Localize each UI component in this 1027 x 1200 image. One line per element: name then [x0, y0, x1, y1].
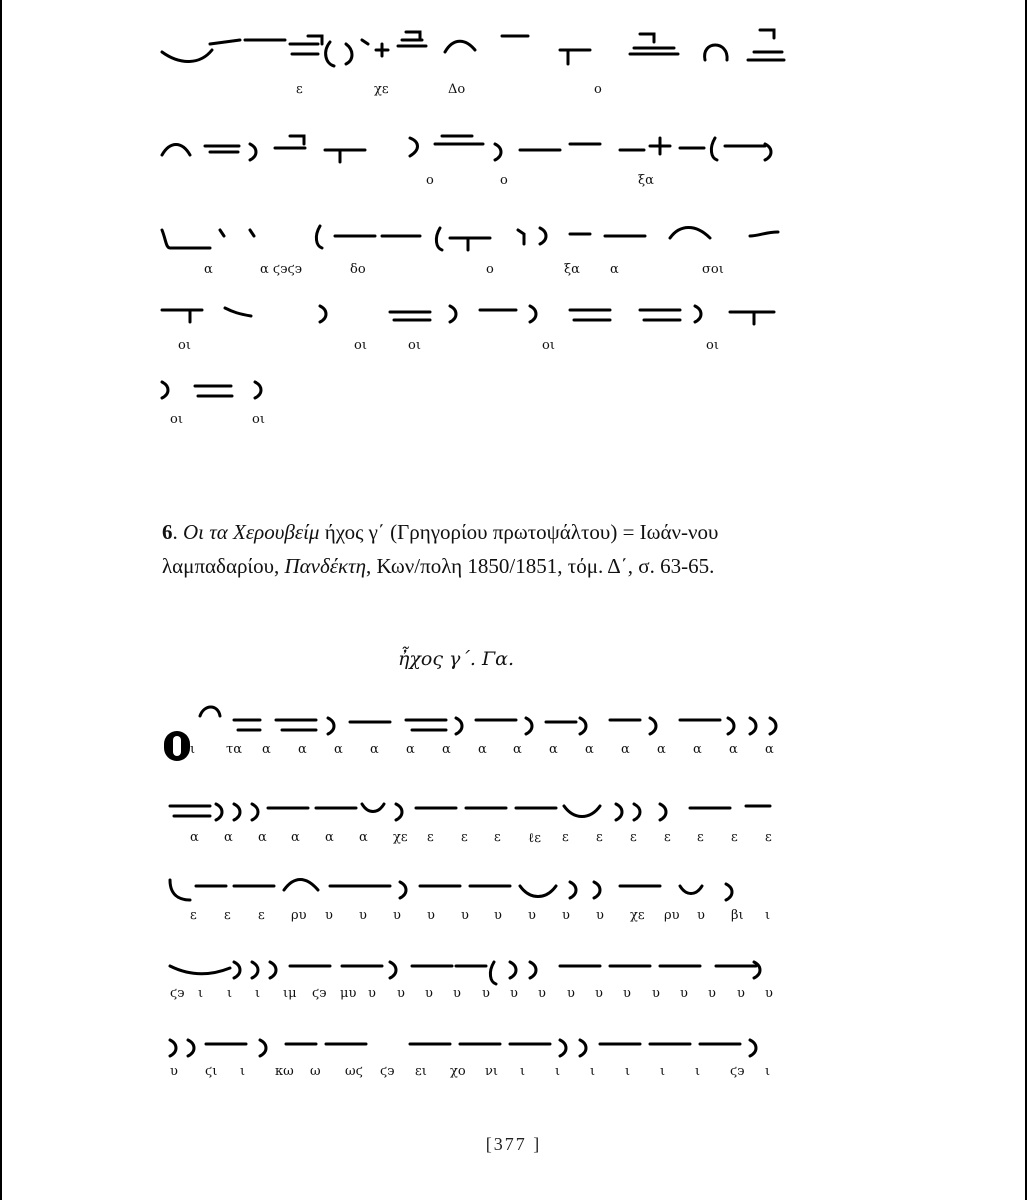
neume-syllable: χε — [374, 82, 389, 97]
neume-syllable: υ — [453, 986, 461, 1001]
neume-syllable: οι — [170, 412, 183, 427]
neume-syllable: ξα — [638, 173, 654, 188]
caption-reference: , Κων/πολη 1850/1851, τόμ. Δ΄, σ. 63-65. — [366, 554, 715, 578]
neume-syllable: α — [325, 830, 334, 845]
top-neume-notation — [150, 20, 810, 440]
neume-syllable: ε — [494, 830, 501, 845]
top-neume-score — [150, 20, 810, 440]
neume-syllable: α ϛ϶ϛ϶ — [260, 262, 303, 277]
neume-syllable: υ — [595, 986, 603, 1001]
neume-syllable: ε — [664, 830, 671, 845]
neume-syllable: χε — [630, 908, 645, 923]
page-number: [377 ] — [485, 1134, 542, 1154]
neume-syllable: ι — [555, 1064, 561, 1079]
neume-syllable: οι — [542, 338, 555, 353]
neume-syllable: α — [258, 830, 267, 845]
neume-syllable: ρυ — [291, 908, 307, 923]
neume-syllable: υ — [765, 986, 773, 1001]
neume-syllable: ο — [594, 82, 602, 97]
neume-syllable: υ — [528, 908, 536, 923]
neume-syllable: ο — [486, 262, 494, 277]
neume-syllable: μυ — [340, 986, 357, 1001]
neume-syllable: ι — [227, 986, 233, 1001]
neume-syllable: ι — [255, 986, 261, 1001]
source-title: Πανδέκτη — [284, 554, 367, 578]
neume-syllable: υ — [708, 986, 716, 1001]
neume-syllable: υ — [427, 908, 435, 923]
neume-syllable: υ — [397, 986, 405, 1001]
neume-syllable: α — [291, 830, 300, 845]
neume-syllable: α — [585, 742, 594, 757]
neume-syllable: ε — [596, 830, 603, 845]
neume-syllable: υ — [359, 908, 367, 923]
neume-syllable: α — [657, 742, 666, 757]
neume-syllable: Δο — [448, 82, 466, 97]
neume-syllable: ε — [224, 908, 231, 923]
neume-syllable: ε — [765, 830, 772, 845]
neume-syllable: ϛ϶ — [380, 1064, 395, 1079]
neume-syllable: α — [765, 742, 774, 757]
neume-syllable: οι — [354, 338, 367, 353]
neume-syllable: ξα — [564, 262, 580, 277]
chant-title: Οι τα Χερουβείμ — [183, 520, 320, 544]
neume-syllable: ωϛ — [345, 1064, 363, 1079]
neume-syllable: υ — [170, 1064, 178, 1079]
neume-syllable: ε — [258, 908, 265, 923]
neume-syllable: ℓε — [528, 831, 541, 846]
neume-syllable: υ — [697, 908, 705, 923]
neume-syllable: ι — [198, 986, 204, 1001]
neume-syllable: ε — [461, 830, 468, 845]
neume-syllable: βι — [731, 908, 744, 923]
neume-syllable: α — [513, 742, 522, 757]
neume-syllable: υ — [510, 986, 518, 1001]
neume-syllable: α — [370, 742, 379, 757]
neume-syllable: ι — [590, 1064, 596, 1079]
neume-syllable: ω — [310, 1064, 321, 1079]
neume-syllable: ε — [697, 830, 704, 845]
neume-syllable: ι — [520, 1064, 526, 1079]
neume-syllable: υ — [652, 986, 660, 1001]
neume-syllable: υ — [623, 986, 631, 1001]
neume-syllable: ϛ϶ — [170, 986, 185, 1001]
neume-syllable: ϛ϶ — [730, 1064, 745, 1079]
neume-syllable: α — [442, 742, 451, 757]
neume-syllable: υ — [567, 986, 575, 1001]
page-border-left — [0, 0, 2, 1200]
neume-syllable: νι — [485, 1064, 498, 1079]
neume-syllable: δο — [350, 262, 366, 277]
example-caption: 6. Οι τα Χερουβείμ ήχος γ΄ (Γρηγορίου πρωτοψάλτου) = Ιωάν-νου λαμπαδαρίου, Πανδέκτη, Κων/πολη 1850/1851, τόμ. Δ΄, σ. 63-65. — [162, 520, 719, 578]
neume-syllable: α — [406, 742, 415, 757]
neume-syllable: υ — [393, 908, 401, 923]
neume-syllable: υ — [562, 908, 570, 923]
neume-syllable: ι — [240, 1064, 246, 1079]
neume-syllable: χε — [393, 830, 408, 845]
neume-syllable: ι — [625, 1064, 631, 1079]
neume-syllable: ε — [296, 82, 303, 97]
neume-syllable: υ — [461, 908, 469, 923]
neume-syllable: κω — [275, 1064, 294, 1079]
neume-syllable: ϛι — [205, 1064, 218, 1079]
neume-syllable: ε — [630, 830, 637, 845]
neume-syllable: ι — [765, 1064, 771, 1079]
bottom-neume-score — [150, 690, 810, 1100]
neume-syllable: υ — [538, 986, 546, 1001]
neume-syllable: ϛ϶ — [312, 986, 327, 1001]
neume-syllable: α — [224, 830, 233, 845]
neume-syllable: οι — [706, 338, 719, 353]
neume-syllable: υ — [494, 908, 502, 923]
neume-syllable: α — [262, 742, 271, 757]
example-number: 6 — [162, 520, 173, 544]
neume-syllable: υ — [596, 908, 604, 923]
neume-syllable: ει — [415, 1064, 427, 1079]
neume-syllable: ο — [426, 173, 434, 188]
neume-syllable: υ — [368, 986, 376, 1001]
neume-syllable: ρυ — [664, 908, 680, 923]
caption-text: ήχος γ΄ (Γρηγορίου πρωτοψάλτου) = Ιωάν-νου λαμπαδαρίου, — [162, 520, 719, 578]
neume-syllable: υ — [325, 908, 333, 923]
mode-heading: ἦχος γ΄. Γα. — [398, 648, 515, 670]
neume-syllable: ι — [660, 1064, 666, 1079]
neume-syllable: υ — [425, 986, 433, 1001]
neume-syllable: ι — [190, 742, 196, 757]
neume-syllable: υ — [482, 986, 490, 1001]
neume-syllable: χο — [450, 1064, 466, 1079]
neume-syllable: ιμ — [283, 986, 297, 1001]
neume-syllable: υ — [737, 986, 745, 1001]
neume-syllable: ε — [427, 830, 434, 845]
neume-syllable: α — [549, 742, 558, 757]
neume-syllable: α — [204, 262, 213, 277]
neume-syllable: α — [693, 742, 702, 757]
neume-syllable: ε — [190, 908, 197, 923]
neume-syllable: α — [621, 742, 630, 757]
neume-syllable: ι — [765, 908, 771, 923]
neume-syllable: ε — [731, 830, 738, 845]
neume-syllable: υ — [680, 986, 688, 1001]
neume-syllable: α — [190, 830, 199, 845]
neume-syllable: ε — [562, 830, 569, 845]
neume-syllable: α — [359, 830, 368, 845]
neume-syllable: α — [478, 742, 487, 757]
neume-syllable: τα — [226, 742, 242, 757]
neume-syllable: α — [729, 742, 738, 757]
neume-syllable: ο — [500, 173, 508, 188]
neume-syllable: α — [298, 742, 307, 757]
neume-syllable: οι — [178, 338, 191, 353]
neume-syllable: α — [334, 742, 343, 757]
neume-syllable: οι — [252, 412, 265, 427]
neume-syllable: οι — [408, 338, 421, 353]
neume-syllable: ι — [695, 1064, 701, 1079]
neume-syllable: α — [610, 262, 619, 277]
neume-syllable: σοι — [702, 262, 724, 277]
